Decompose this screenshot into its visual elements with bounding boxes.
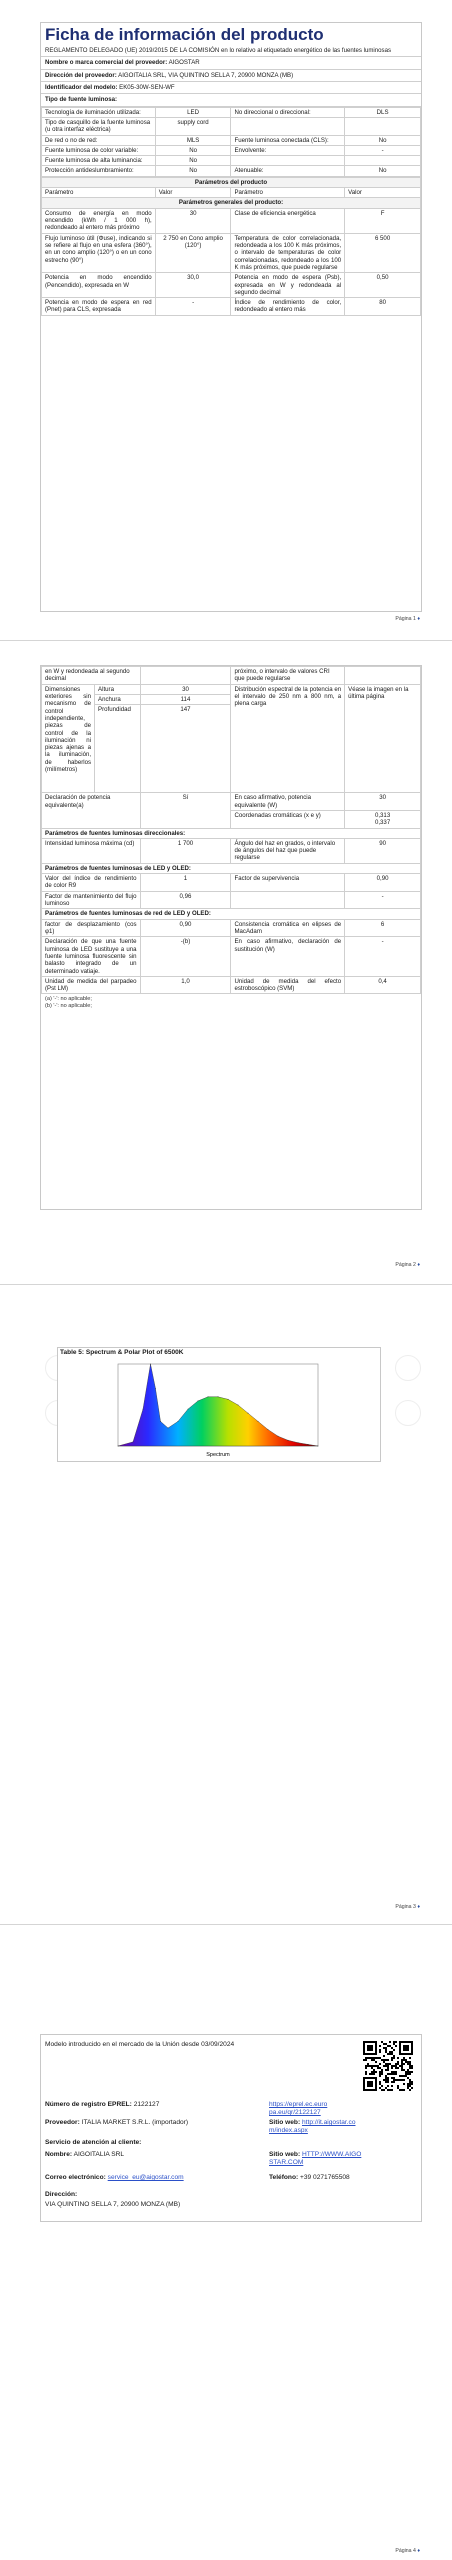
spectrum-point bbox=[298, 1442, 299, 1443]
dir-label-right: Ángulo del haz en grados, o intervalo de ángulos del haz que puede regularse bbox=[231, 838, 345, 863]
page-number-4: Página 4 ♦ bbox=[395, 2548, 420, 2554]
general-param-value: 30 bbox=[155, 208, 231, 233]
page-separator bbox=[0, 640, 452, 641]
qr-code-icon[interactable] bbox=[363, 2041, 413, 2091]
cont-label-left: en W y redondeada al segundo decimal bbox=[42, 667, 141, 685]
general-param-label: Potencia en modo de espera en red (Pnet) para CLS, expresada bbox=[42, 298, 156, 316]
spectrum-point bbox=[160, 1421, 161, 1422]
equiv-value: Sí bbox=[140, 793, 231, 828]
type-row-label: De red o no de red: bbox=[42, 135, 156, 145]
mains-param-row-label-2: Unidad de medida del efecto estroboscópico (SVM) bbox=[231, 976, 345, 994]
general-param-value-2: F bbox=[345, 208, 421, 233]
model-row bbox=[41, 82, 421, 94]
type-row bbox=[42, 117, 421, 135]
equiv-right-label: En caso afirmativo, potencia equivalente (W) bbox=[231, 793, 345, 811]
type-row bbox=[42, 166, 421, 176]
general-param-value-2: 0,50 bbox=[345, 273, 421, 298]
type-header: Tipo de fuente luminosa: bbox=[41, 94, 421, 106]
type-row bbox=[42, 145, 421, 155]
general-param-row bbox=[42, 233, 421, 273]
watermark-circle bbox=[395, 1355, 421, 1381]
col-header-value-1: Valor bbox=[155, 188, 231, 198]
chart-title: Table 5: Spectrum & Polar Plot of 6500K bbox=[60, 1349, 184, 1356]
mains-param-row-label: factor de desplazamiento (cos φ1) bbox=[42, 919, 141, 937]
type-row-label-2: Atenuable: bbox=[231, 166, 345, 176]
web2-row bbox=[269, 2151, 364, 2167]
model-value: EK05-30W-SEN-WF bbox=[119, 83, 175, 91]
spectrum-point bbox=[178, 1421, 179, 1422]
address-value: VIA QUINTINO SELLA 7, 20900 MONZA (MB) bbox=[45, 2201, 181, 2208]
type-row-label-2 bbox=[231, 156, 345, 166]
supplier-value: ITALIA MARKET S.R.L. (importador) bbox=[81, 2119, 189, 2126]
supplier-address-value: AIGOITALIA SRL, VIA QUINTINO SELLA 7, 20900 MONZA (MB) bbox=[118, 71, 294, 79]
email-row bbox=[45, 2174, 184, 2182]
dim-value-width: 114 bbox=[140, 694, 231, 704]
params-table bbox=[41, 177, 421, 316]
supplier-label: Proveedor: bbox=[45, 2119, 80, 2126]
supplier-address-row bbox=[41, 70, 421, 82]
dim-name-height: Altura bbox=[95, 684, 140, 694]
type-row-label-2: Fuente luminosa conectada (CLS): bbox=[231, 135, 345, 145]
type-row bbox=[42, 135, 421, 145]
spectrum-point bbox=[208, 1396, 209, 1397]
supplier-row bbox=[45, 2119, 188, 2127]
mains-param-row-label-2: En caso afirmativo, declaración de sustitución (W) bbox=[231, 937, 345, 977]
type-row-value-2 bbox=[345, 156, 421, 166]
dist-value: Véase la imagen en la última página bbox=[345, 684, 421, 793]
cont-label-right: próximo, o intervalo de valores CRI que puede regularse bbox=[231, 667, 345, 685]
name-label: Nombre: bbox=[45, 2151, 73, 2158]
spectrum-point bbox=[218, 1396, 219, 1397]
page-4-sheet bbox=[40, 2034, 422, 2222]
regulation-text: REGLAMENTO DELEGADO (UE) 2019/2015 DE LA COMISIÓN en lo relativo al etiquetado energético de las fuentes luminosas bbox=[41, 45, 421, 57]
type-row-value: No bbox=[155, 166, 231, 176]
coord-y: 0,337 bbox=[374, 819, 391, 827]
general-param-row bbox=[42, 208, 421, 233]
mains-param-row bbox=[42, 937, 421, 977]
spectrum-point bbox=[188, 1409, 189, 1410]
type-row-label: Tecnología de iluminación utilizada: bbox=[42, 107, 156, 117]
led-param-row bbox=[42, 874, 421, 892]
dim-value-height: 30 bbox=[140, 684, 231, 694]
cont-value-left bbox=[140, 667, 231, 685]
footnotes bbox=[41, 994, 421, 1011]
spectrum-point bbox=[288, 1440, 289, 1441]
type-row-value-2: No bbox=[345, 135, 421, 145]
mains-param-row-value-2: 6 bbox=[345, 919, 421, 937]
page-number-3: Página 3 ♦ bbox=[395, 1904, 420, 1910]
type-table bbox=[41, 107, 421, 177]
type-row-value: supply cord bbox=[155, 117, 231, 135]
spectrum-point bbox=[168, 1428, 169, 1429]
general-param-value: 30,0 bbox=[155, 273, 231, 298]
led-header: Parámetros de fuentes luminosas de LED y OLED: bbox=[42, 863, 421, 873]
page-2-sheet bbox=[40, 665, 422, 1210]
web1-row bbox=[269, 2119, 361, 2135]
address-label: Dirección: bbox=[45, 2191, 78, 2198]
type-row-value-2 bbox=[345, 117, 421, 135]
spectrum-point bbox=[238, 1405, 239, 1406]
email-label: Correo electrónico: bbox=[45, 2174, 106, 2181]
type-row-label: Protección antideslumbramiento: bbox=[42, 166, 156, 176]
general-param-label: Potencia en modo encendido (Pencendido), expresada en W bbox=[42, 273, 156, 298]
general-param-value-2: 80 bbox=[345, 298, 421, 316]
page-1-sheet bbox=[40, 22, 422, 612]
mains-param-row-value: 1,0 bbox=[140, 976, 231, 994]
type-row-value: MLS bbox=[155, 135, 231, 145]
type-row-value: LED bbox=[155, 107, 231, 117]
spectrum-area bbox=[118, 1364, 318, 1446]
coord-x: 0,313 bbox=[374, 811, 391, 819]
supplier-name-row bbox=[41, 57, 421, 69]
spectrum-point bbox=[155, 1388, 156, 1389]
type-row-label: Fuente luminosa de alta luminancia: bbox=[42, 156, 156, 166]
led-param-row-label-2 bbox=[231, 891, 345, 909]
eprel-label: Número de registro EPREL: bbox=[45, 2101, 132, 2108]
spectrum-point bbox=[268, 1429, 269, 1430]
equiv-right-value: 30 bbox=[345, 793, 421, 811]
spectrum-point bbox=[118, 1446, 119, 1447]
phone-label: Teléfono: bbox=[269, 2174, 299, 2181]
page-separator bbox=[0, 1924, 452, 1925]
type-row-value: No bbox=[155, 156, 231, 166]
mains-param-row-value: 0,90 bbox=[140, 919, 231, 937]
general-param-label-2: Temperatura de color correlacionada, redondeada a los 100 K más próximos, o intervalo de temperaturas de color correlacionadas, redondeado a los 100 K más próximos, que puede regularse bbox=[231, 233, 345, 273]
mains-param-row-value-2: - bbox=[345, 937, 421, 977]
dir-label-left: Intensidad luminosa máxima (cd) bbox=[42, 838, 141, 863]
dim-name-width: Anchura bbox=[95, 694, 140, 704]
mains-header: Parámetros de fuentes luminosas de red de LED y OLED: bbox=[42, 909, 421, 919]
mains-param-row-value-2: 0,4 bbox=[345, 976, 421, 994]
general-param-value: 2 750 en Cono amplio (120°) bbox=[155, 233, 231, 273]
spectrum-point bbox=[278, 1436, 279, 1437]
page-number-1: Página 1 ♦ bbox=[395, 616, 420, 622]
spectrum-point bbox=[318, 1446, 319, 1447]
type-row bbox=[42, 107, 421, 117]
dir-value-right: 90 bbox=[345, 838, 421, 863]
page-separator bbox=[0, 1284, 452, 1285]
led-param-row-value-2: - bbox=[345, 891, 421, 909]
type-row-value-2: No bbox=[345, 166, 421, 176]
led-param-row-value-2: 0,90 bbox=[345, 874, 421, 892]
mains-param-row-label: Declaración de que una fuente luminosa de LED sustituye a una fuente luminosa fluorescente sin balasto integrado de un determinado vatiaje. bbox=[42, 937, 141, 977]
type-row-value-2: - bbox=[345, 145, 421, 155]
dims-label: Dimensiones exteriores sin mecanismo de control independiente, piezas de control de la iluminación ni piezas ajenas a la iluminación, de haberlos (milímetros) bbox=[42, 684, 95, 793]
general-param-value-2: 6 500 bbox=[345, 233, 421, 273]
eprel-row bbox=[45, 2101, 159, 2109]
general-param-label-2: Índice de rendimiento de color, redondeado al entero más bbox=[231, 298, 345, 316]
dir-value-left: 1 700 bbox=[140, 838, 231, 863]
type-row-label-2: Envolvente: bbox=[231, 145, 345, 155]
type-row-label-2: No direccional o direccional: bbox=[231, 107, 345, 117]
mains-param-row bbox=[42, 919, 421, 937]
model-label: Identificador del modelo: bbox=[45, 83, 118, 91]
type-row-value-2: DLS bbox=[345, 107, 421, 117]
spectrum-point bbox=[133, 1442, 134, 1443]
general-param-row bbox=[42, 273, 421, 298]
type-row bbox=[42, 156, 421, 166]
cont-value-right bbox=[345, 667, 421, 685]
mains-param-row-label-2: Consistencia cromática en elipses de MacAdam bbox=[231, 919, 345, 937]
mains-param-row-label: Unidad de medida del parpadeo (Pst LM) bbox=[42, 976, 141, 994]
email-link[interactable]: service_eu@aigostar.com bbox=[107, 2174, 184, 2181]
general-param-label-2: Potencia en modo de espera (Psb), expresada en W y redondeada al segundo decimal bbox=[231, 273, 345, 298]
phone-row bbox=[269, 2174, 350, 2182]
spectrum-point bbox=[308, 1444, 309, 1445]
chart-xlabel: Spectrum bbox=[206, 1452, 230, 1458]
name-value: AIGOITALIA SRL bbox=[73, 2151, 125, 2158]
supplier-name-value: AIGOSTAR bbox=[168, 59, 200, 67]
spectrum-point bbox=[143, 1409, 144, 1410]
product-params-header: Parámetros del producto bbox=[42, 177, 421, 187]
page-title: Ficha de información del producto bbox=[45, 25, 324, 44]
general-param-label: Consumo de energía en modo encendido (kWh / 1 000 h), redondeado al entero más próximo bbox=[42, 208, 156, 233]
phone-value: +39 0271765508 bbox=[300, 2174, 350, 2181]
mains-param-row-value: -(b) bbox=[140, 937, 231, 977]
web2-link[interactable]: HTTP://WWW.AIGOSTAR.COM bbox=[269, 2151, 362, 2166]
watermark-circle bbox=[395, 1400, 421, 1426]
led-param-row-value: 0,96 bbox=[140, 891, 231, 909]
led-param-row-label: Valor del índice de rendimiento de color R9 bbox=[42, 874, 141, 892]
led-param-row-value: 1 bbox=[140, 874, 231, 892]
spectrum-chart-box bbox=[57, 1347, 381, 1462]
spectrum-point bbox=[258, 1421, 259, 1422]
placed-label: Modelo introducido en el mercado de la Unión desde 03/09/2024 bbox=[45, 2041, 235, 2048]
service-header: Servicio de atención al cliente: bbox=[45, 2139, 142, 2146]
led-param-row-label: Factor de mantenimiento del flujo luminoso bbox=[42, 891, 141, 909]
dist-label: Distribución espectral de la potencia en el intervalo de 250 nm a 800 nm, a plena carga bbox=[231, 684, 345, 793]
type-row-value: No bbox=[155, 145, 231, 155]
spectrum-point bbox=[150, 1364, 151, 1365]
general-param-label-2: Clase de eficiencia energética bbox=[231, 208, 345, 233]
directional-header: Parámetros de fuentes luminosas direccionales: bbox=[42, 828, 421, 838]
footnote-a: (a) '-': no aplicable; bbox=[45, 996, 92, 1003]
spectrum-point bbox=[198, 1401, 199, 1402]
col-header-param-1: Parámetro bbox=[42, 188, 156, 198]
equiv-label: Declaración de potencia equivalente(a) bbox=[42, 793, 141, 828]
general-param-row bbox=[42, 298, 421, 316]
eprel-value: 2122127 bbox=[133, 2101, 160, 2108]
web2-label: Sitio web: bbox=[269, 2151, 301, 2158]
footnote-b: (b) '-': no aplicable; bbox=[45, 1003, 92, 1010]
eprel-link[interactable]: https://eprel.ec.europa.eu/qr/2122127 bbox=[269, 2101, 328, 2116]
spectrum-point bbox=[228, 1399, 229, 1400]
col-header-value-2: Valor bbox=[345, 188, 421, 198]
web1-label: Sitio web: bbox=[269, 2119, 301, 2126]
coord-values bbox=[345, 810, 421, 828]
dim-value-depth: 147 bbox=[140, 705, 231, 793]
supplier-address-label: Dirección del proveedor: bbox=[45, 71, 117, 79]
general-param-label: Flujo luminoso útil (Φuse), indicando si se refiere al flujo en una esfera (360°), en un cono amplio (120°) o en un cono estrecho (90°) bbox=[42, 233, 156, 273]
spectrum-chart bbox=[58, 1358, 380, 1461]
page-number-2: Página 2 ♦ bbox=[395, 1262, 420, 1268]
led-param-row bbox=[42, 891, 421, 909]
led-param-row-label-2: Factor de supervivencia bbox=[231, 874, 345, 892]
col-header-param-2: Parámetro bbox=[231, 188, 345, 198]
supplier-name-label: Nombre o marca comercial del proveedor: bbox=[45, 59, 168, 67]
type-row-label: Fuente luminosa de color variable: bbox=[42, 145, 156, 155]
spectrum-point bbox=[248, 1413, 249, 1414]
web1-link[interactable]: http://it.aigostar.com/index.aspx bbox=[269, 2119, 356, 2134]
dim-name-depth: Profundidad bbox=[95, 705, 140, 793]
mains-param-row bbox=[42, 976, 421, 994]
type-row-label: Tipo de casquillo de la fuente luminosa (u otra interfaz eléctrica) bbox=[42, 117, 156, 135]
name-row bbox=[45, 2151, 124, 2159]
type-row-label-2 bbox=[231, 117, 345, 135]
general-params-header: Parámetros generales del producto: bbox=[42, 198, 421, 208]
coord-label: Coordenadas cromáticas (x e y) bbox=[231, 810, 345, 828]
params-table-continued bbox=[41, 666, 421, 994]
general-param-value: - bbox=[155, 298, 231, 316]
